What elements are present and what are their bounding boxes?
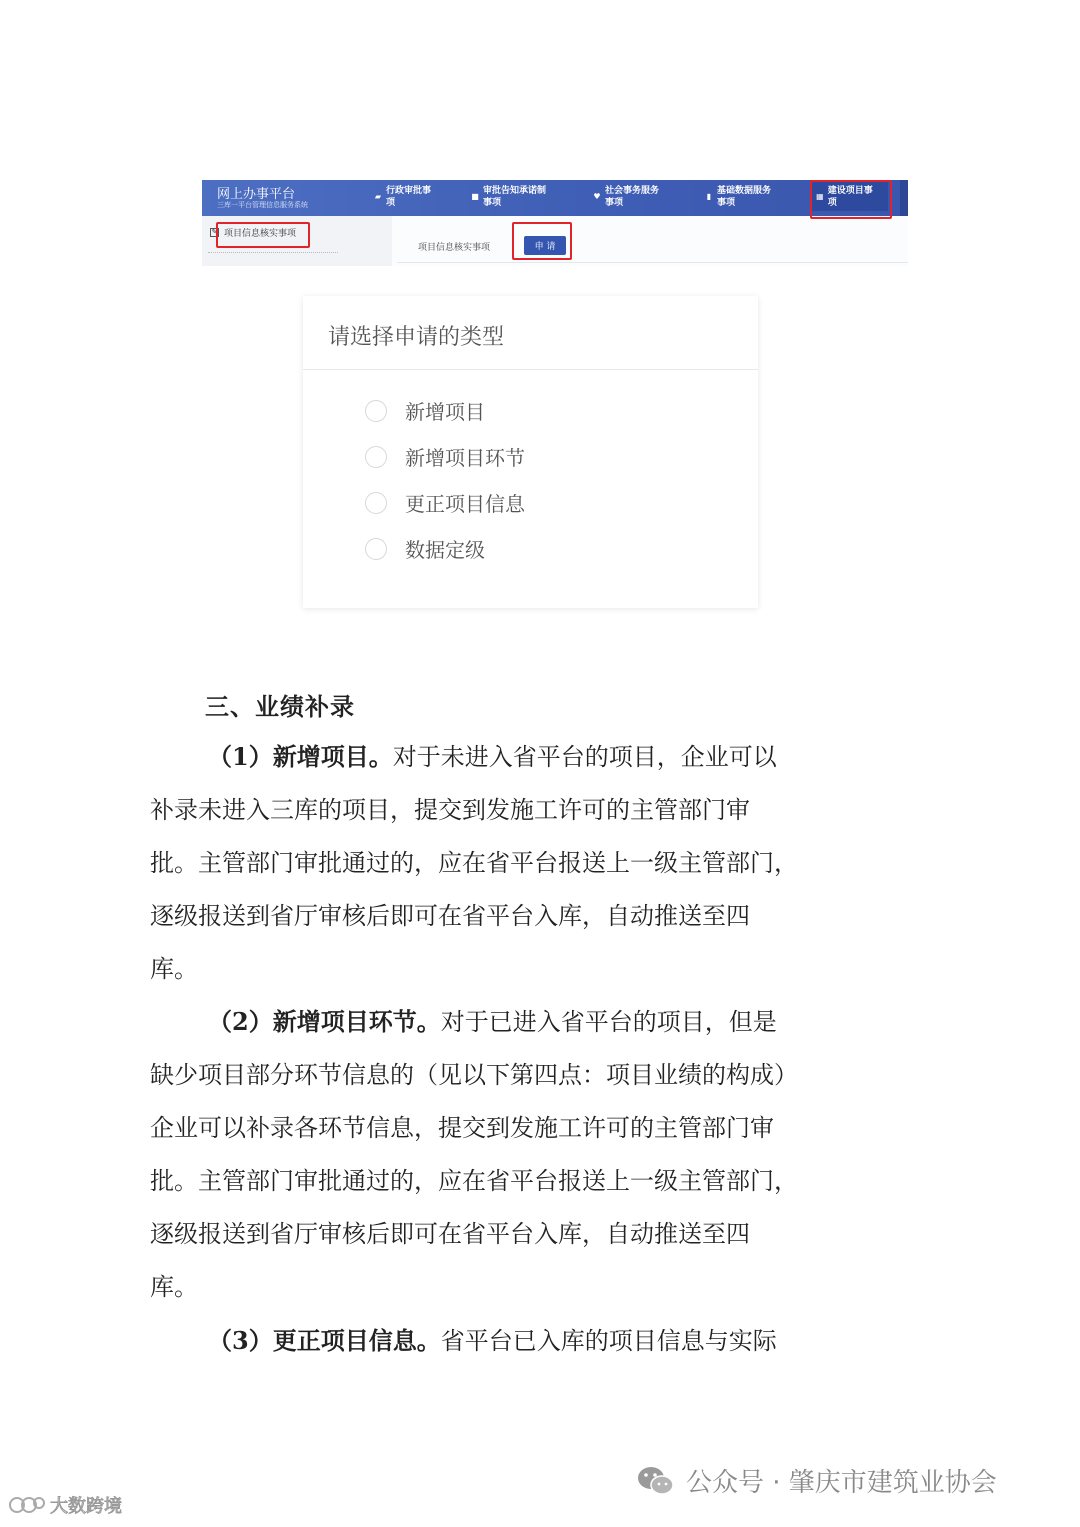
radio-button[interactable] bbox=[365, 492, 387, 514]
paragraph-lead: （2）新增项目环节。 bbox=[208, 1007, 441, 1036]
option-label: 新增项目环节 bbox=[405, 446, 525, 470]
option-label: 新增项目 bbox=[405, 400, 485, 424]
radio-button[interactable] bbox=[365, 538, 387, 560]
nav-item-label: 建设项目事 项 bbox=[827, 186, 873, 208]
tab-project-verification[interactable]: 项目信息核实事项 bbox=[418, 243, 491, 253]
folder-icon: ▰ bbox=[374, 191, 382, 201]
text-line: 批。主管部门审批通过的，应在省平台报送上一级主管部门， bbox=[150, 849, 798, 877]
section-heading: 三、业绩补录 bbox=[205, 692, 355, 721]
nav-item-basic-data[interactable] bbox=[705, 185, 783, 209]
option-new-project-stage[interactable] bbox=[365, 442, 525, 471]
apply-button[interactable]: 申 请 bbox=[524, 236, 566, 255]
text-line: 补录未进入三库的项目，提交到发施工许可的主管部门审 bbox=[150, 796, 750, 824]
dialog-title: 请选择申请的类型 bbox=[328, 325, 505, 350]
highlight-box-apply bbox=[512, 222, 572, 260]
divider bbox=[208, 252, 338, 257]
divider bbox=[397, 262, 908, 263]
option-label: 更正项目信息 bbox=[405, 492, 525, 516]
sidebar-item-label: 项目信息核实事项 bbox=[224, 229, 297, 239]
bar-chart-icon: ▮ bbox=[706, 191, 712, 201]
watermark-left-text: 大数跨境 bbox=[50, 1496, 122, 1517]
paragraph-lead: （1）新增项目。 bbox=[208, 742, 393, 771]
nav-item-social-affairs[interactable] bbox=[593, 185, 671, 209]
watermark-right bbox=[636, 1462, 997, 1499]
text-line: 逐级报送到省厅审核后即可在省平台入库，自动推送至四 bbox=[150, 902, 750, 930]
text-line bbox=[150, 730, 860, 784]
text-line: 逐级报送到省厅审核后即可在省平台入库，自动推送至四 bbox=[150, 1220, 750, 1248]
paragraph-new-project-stage bbox=[150, 995, 860, 1314]
platform-title: 网上办事平台 bbox=[217, 187, 296, 202]
nav-edge bbox=[900, 180, 908, 216]
watermark-right-text: 公众号 · 肇庆市建筑业协会 bbox=[686, 1468, 997, 1498]
paragraph-new-project bbox=[150, 730, 860, 996]
nav-item-admin-approval[interactable] bbox=[374, 185, 452, 209]
edit-icon: ✎ bbox=[211, 228, 218, 236]
highlight-box-nav bbox=[810, 180, 892, 219]
platform-screenshot bbox=[202, 180, 908, 266]
brand-logo-icon bbox=[8, 1495, 46, 1515]
text-line: 企业可以补录各环节信息，提交到发施工许可的主管部门审 bbox=[150, 1114, 774, 1142]
option-label: 数据定级 bbox=[405, 538, 485, 562]
option-new-project[interactable] bbox=[365, 396, 485, 425]
text-span: 对于已进入省平台的项目，但是 bbox=[440, 1008, 777, 1036]
option-data-grading[interactable] bbox=[365, 534, 485, 563]
text-span: 省平台已入库的项目信息与实际 bbox=[440, 1327, 777, 1355]
text-span: 对于未进入省平台的项目，企业可以 bbox=[392, 743, 777, 771]
text-line bbox=[150, 1314, 860, 1368]
highlight-box-sidebar bbox=[216, 222, 310, 248]
text-line: 批。主管部门审批通过的，应在省平台报送上一级主管部门， bbox=[150, 1167, 798, 1195]
heart-icon: ♥ bbox=[593, 191, 601, 201]
radio-button[interactable] bbox=[365, 446, 387, 468]
nav-item-label: 基础数据服务 事项 bbox=[717, 186, 772, 208]
nav-item-label: 审批告知承诺制 事项 bbox=[483, 186, 547, 208]
document-icon: ■ bbox=[471, 191, 479, 201]
text-line: 库。 bbox=[150, 955, 198, 983]
watermark-left bbox=[8, 1492, 122, 1518]
text-line bbox=[150, 995, 860, 1049]
nav-item-label: 行政审批事 项 bbox=[386, 186, 432, 208]
top-navbar bbox=[202, 180, 908, 216]
text-line: 库。 bbox=[150, 1273, 198, 1301]
apply-type-dialog bbox=[303, 296, 758, 608]
divider bbox=[303, 369, 758, 370]
radio-button[interactable] bbox=[365, 400, 387, 422]
paragraph-correct-info bbox=[150, 1314, 860, 1368]
nav-item-commitment[interactable] bbox=[471, 185, 563, 209]
wechat-icon bbox=[636, 1465, 676, 1497]
platform-subtitle: 三库一平台管理信息服务系统 bbox=[217, 201, 308, 209]
paragraph-lead: （3）更正项目信息。 bbox=[208, 1326, 441, 1355]
nav-item-label: 社会事务服务 事项 bbox=[605, 186, 660, 208]
option-correct-project-info[interactable] bbox=[365, 488, 525, 517]
building-icon: ▦ bbox=[816, 191, 824, 201]
text-line: 缺少项目部分环节信息的（见以下第四点：项目业绩的构成） bbox=[150, 1061, 798, 1089]
